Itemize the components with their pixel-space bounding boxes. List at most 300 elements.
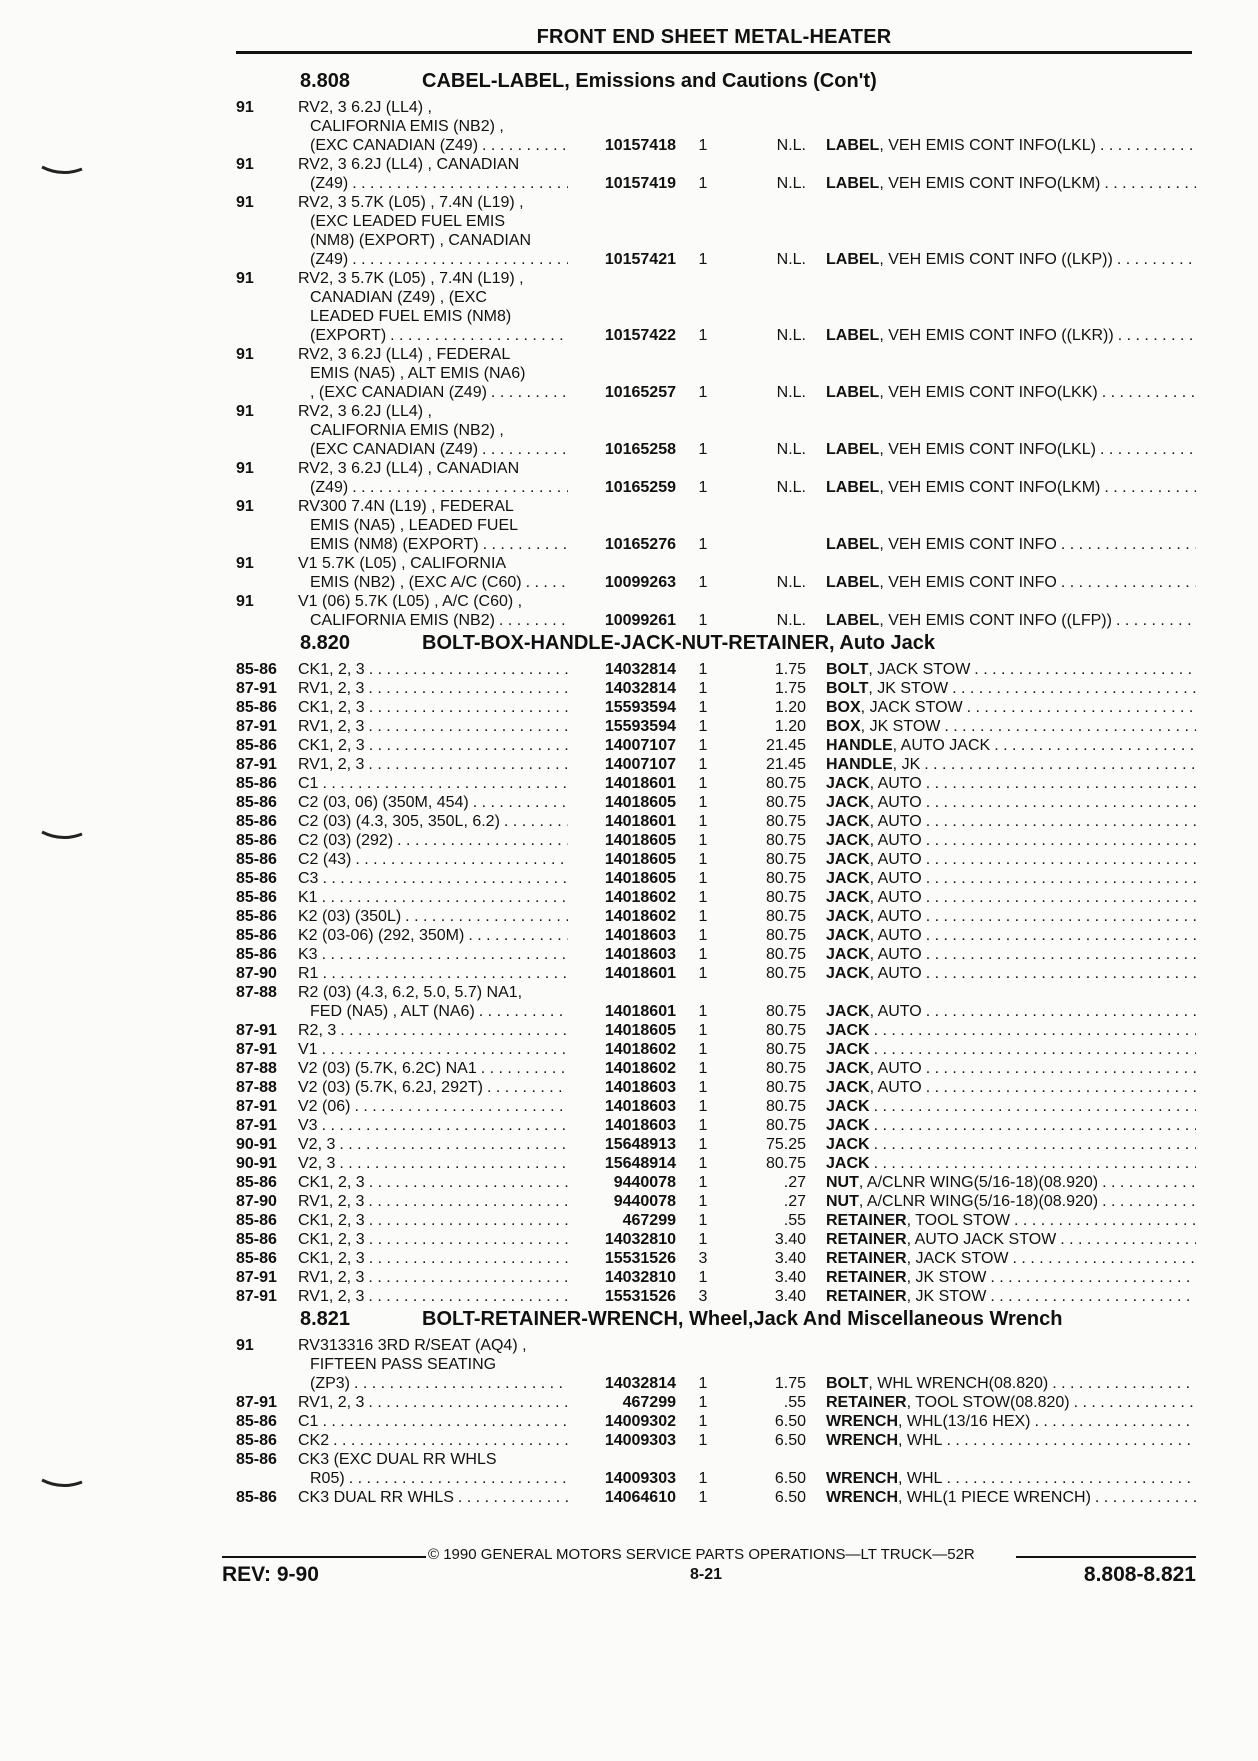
quantity: 1 xyxy=(698,1413,708,1430)
part-name-qualifier: , WHL xyxy=(898,1432,943,1449)
usage-line xyxy=(298,478,568,497)
usage-line: RV2, 3 6.2J (LL4) , CANADIAN xyxy=(298,156,520,173)
price: 80.75 xyxy=(765,775,806,792)
price: .55 xyxy=(783,1394,806,1411)
part-number: 14018603 xyxy=(604,1117,676,1134)
dot-leader xyxy=(318,869,568,888)
part-name-noun: JACK xyxy=(826,927,870,944)
quantity: 1 xyxy=(698,870,708,887)
part-name-noun: LABEL xyxy=(826,479,880,496)
quantity: 1 xyxy=(698,1117,708,1134)
quantity: 1 xyxy=(698,908,708,925)
binder-hole-mark xyxy=(40,165,84,175)
usage-text: (Z49) xyxy=(310,479,349,496)
part-name-noun: LABEL xyxy=(826,612,880,629)
catalog-row xyxy=(236,1230,1196,1249)
usage-line xyxy=(298,573,568,592)
part-name-qualifier: , JK STOW xyxy=(906,1269,987,1286)
model-year: 91 xyxy=(236,156,254,173)
usage-line xyxy=(298,888,568,907)
quantity: 1 xyxy=(698,718,708,735)
price: 3.40 xyxy=(774,1250,806,1267)
dot-leader xyxy=(495,611,568,630)
part-number: 14032810 xyxy=(604,1231,676,1248)
part-name-text xyxy=(826,1097,870,1116)
usage-line xyxy=(298,717,568,736)
part-name-noun: LABEL xyxy=(826,536,880,553)
part-name-text xyxy=(826,1469,942,1488)
catalog-row xyxy=(236,736,1196,755)
dot-leader xyxy=(364,755,568,774)
part-name-text xyxy=(826,907,922,926)
model-year: 85-86 xyxy=(236,1451,277,1468)
dot-leader xyxy=(1091,1488,1196,1507)
quantity: 1 xyxy=(698,699,708,716)
dot-leader xyxy=(364,1268,568,1287)
usage-text: (Z49) xyxy=(310,175,349,192)
dot-leader xyxy=(365,1211,568,1230)
usage-description xyxy=(298,850,568,869)
usage-description xyxy=(298,1154,568,1173)
part-name-qualifier: , JACK STOW xyxy=(868,661,971,678)
part-name-qualifier: , VEH EMIS CONT INFO xyxy=(879,536,1057,553)
part-name-noun: JACK xyxy=(826,832,870,849)
part-name-noun: BOX xyxy=(826,699,861,716)
catalog-row xyxy=(236,402,1196,459)
catalog-row xyxy=(236,1268,1196,1287)
usage-line xyxy=(298,1192,568,1211)
part-name-noun: JACK xyxy=(826,1003,870,1020)
price: 80.75 xyxy=(765,1117,806,1134)
part-name-text xyxy=(826,1040,870,1059)
usage-description xyxy=(298,155,568,193)
dot-leader xyxy=(1100,478,1196,497)
dot-leader xyxy=(1096,440,1196,459)
part-name-noun: LABEL xyxy=(826,441,880,458)
model-year: 85-86 xyxy=(236,1489,277,1506)
dot-leader xyxy=(477,1059,568,1078)
part-number: 14018602 xyxy=(604,1060,676,1077)
price: N.L. xyxy=(776,612,806,629)
quantity: 1 xyxy=(698,175,708,192)
usage-text: C2 (03, 06) (350M, 454) xyxy=(298,794,469,811)
part-name xyxy=(826,698,1196,717)
model-year: 85-86 xyxy=(236,908,277,925)
usage-line xyxy=(298,1078,568,1097)
usage-line xyxy=(298,1393,568,1412)
dot-leader xyxy=(1113,250,1196,269)
dot-leader xyxy=(318,888,568,907)
dot-leader xyxy=(870,1135,1196,1154)
usage-text: V1 xyxy=(298,1041,318,1058)
part-name-noun: BOX xyxy=(826,718,861,735)
model-year: 87-88 xyxy=(236,984,277,1001)
dot-leader xyxy=(922,1078,1196,1097)
part-name-qualifier: , WHL WRENCH(08.820) xyxy=(868,1375,1049,1392)
usage-description xyxy=(298,907,568,926)
model-year: 87-91 xyxy=(236,1394,277,1411)
part-name xyxy=(826,1412,1196,1431)
usage-description xyxy=(298,812,568,831)
part-name-qualifier: , JK xyxy=(892,756,921,773)
dot-leader xyxy=(1070,1393,1196,1412)
dot-leader xyxy=(393,831,568,850)
usage-text: (EXPORT) xyxy=(310,327,387,344)
usage-line: CANADIAN (Z49) , (EXC xyxy=(310,289,487,306)
part-number: 14018602 xyxy=(604,889,676,906)
usage-text: R05) xyxy=(310,1470,345,1487)
catalog-row xyxy=(236,1192,1196,1211)
catalog-row xyxy=(236,964,1196,983)
model-year: 85-86 xyxy=(236,832,277,849)
usage-line: RV2, 3 6.2J (LL4) , xyxy=(298,99,432,116)
part-name-noun: JACK xyxy=(826,946,870,963)
quantity: 1 xyxy=(698,1098,708,1115)
part-name-text xyxy=(826,573,1057,592)
dot-leader xyxy=(922,793,1196,812)
usage-text: RV1, 2, 3 xyxy=(298,756,365,773)
catalog-row xyxy=(236,888,1196,907)
part-number: 14018605 xyxy=(604,1022,676,1039)
price: N.L. xyxy=(776,479,806,496)
header-rule xyxy=(236,51,1192,54)
dot-leader xyxy=(986,1287,1196,1306)
usage-description xyxy=(298,345,568,402)
part-name xyxy=(826,888,1196,907)
catalog-row xyxy=(236,1097,1196,1116)
price: .55 xyxy=(783,1212,806,1229)
part-name-qualifier: , JACK STOW xyxy=(906,1250,1009,1267)
usage-text: RV1, 2, 3 xyxy=(298,718,365,735)
quantity: 1 xyxy=(698,946,708,963)
usage-description xyxy=(298,945,568,964)
usage-description xyxy=(298,1249,568,1268)
usage-description xyxy=(298,1021,568,1040)
price: 80.75 xyxy=(765,832,806,849)
part-number: 15593594 xyxy=(604,699,676,716)
part-name xyxy=(826,611,1196,630)
part-number: 14007107 xyxy=(604,737,676,754)
dot-leader xyxy=(870,1154,1196,1173)
dot-leader xyxy=(922,812,1196,831)
quantity: 3 xyxy=(698,1288,708,1305)
part-number: 10165257 xyxy=(604,384,676,401)
catalog-row xyxy=(236,907,1196,926)
part-name-text xyxy=(826,1249,1009,1268)
model-year: 85-86 xyxy=(236,1413,277,1430)
usage-text: FED (NA5) , ALT (NA6) xyxy=(310,1003,475,1020)
quantity: 1 xyxy=(698,737,708,754)
catalog-row xyxy=(236,717,1196,736)
part-number: 14018605 xyxy=(604,794,676,811)
usage-description xyxy=(298,717,568,736)
part-number: 14018602 xyxy=(604,1041,676,1058)
part-name-noun: HANDLE xyxy=(826,737,893,754)
usage-line: CALIFORNIA EMIS (NB2) , xyxy=(310,422,504,439)
part-name-noun: LABEL xyxy=(826,175,880,192)
dot-leader xyxy=(351,850,568,869)
catalog-row xyxy=(236,98,1196,155)
usage-description xyxy=(298,1268,568,1287)
usage-line xyxy=(298,1287,568,1306)
dot-leader xyxy=(870,1116,1196,1135)
usage-text: K1 xyxy=(298,889,318,906)
dot-leader xyxy=(1057,535,1196,554)
usage-description xyxy=(298,679,568,698)
part-name xyxy=(826,1154,1196,1173)
usage-text: V2, 3 xyxy=(298,1155,336,1172)
model-year: 87-90 xyxy=(236,1193,277,1210)
model-year: 85-86 xyxy=(236,1432,277,1449)
part-name-text xyxy=(826,964,922,983)
model-year: 91 xyxy=(236,270,254,287)
model-year: 87-91 xyxy=(236,1022,277,1039)
usage-line xyxy=(298,326,568,345)
price: 1.75 xyxy=(774,1375,806,1392)
dot-leader xyxy=(1112,611,1196,630)
dot-leader xyxy=(922,926,1196,945)
usage-description xyxy=(298,964,568,983)
catalog-row xyxy=(236,850,1196,869)
part-name-qualifier: , VEH EMIS CONT INFO ((LKP)) xyxy=(879,251,1113,268)
dot-leader xyxy=(1010,1211,1196,1230)
dot-leader xyxy=(1098,383,1196,402)
part-number: 10099261 xyxy=(604,612,676,629)
dot-leader xyxy=(942,1469,1196,1488)
catalog-row xyxy=(236,1488,1196,1507)
usage-text: C1 xyxy=(298,1413,319,1430)
usage-text: R2, 3 xyxy=(298,1022,337,1039)
quantity: 1 xyxy=(698,384,708,401)
quantity: 1 xyxy=(698,536,708,553)
usage-text: K2 (03) (350L) xyxy=(298,908,402,925)
usage-text: V3 xyxy=(298,1117,318,1134)
part-name-text xyxy=(826,136,1096,155)
quantity: 3 xyxy=(698,1250,708,1267)
usage-description xyxy=(298,459,568,497)
model-year: 85-86 xyxy=(236,870,277,887)
quantity: 1 xyxy=(698,137,708,154)
quantity: 1 xyxy=(698,1060,708,1077)
part-name-noun: JACK xyxy=(826,908,870,925)
section-heading xyxy=(236,68,1196,98)
dot-leader xyxy=(922,869,1196,888)
part-name-text xyxy=(826,1021,870,1040)
catalog-row xyxy=(236,774,1196,793)
part-name-noun: JACK xyxy=(826,1098,870,1115)
part-name xyxy=(826,869,1196,888)
part-number: 10157422 xyxy=(604,327,676,344)
part-name-text xyxy=(826,774,922,793)
part-name-text xyxy=(826,1374,1048,1393)
part-name-text xyxy=(826,174,1100,193)
catalog-row xyxy=(236,869,1196,888)
catalog-row xyxy=(236,945,1196,964)
part-name xyxy=(826,136,1196,155)
part-name xyxy=(826,440,1196,459)
part-number: 14064610 xyxy=(604,1489,676,1506)
part-name-qualifier: , TOOL STOW xyxy=(906,1212,1011,1229)
quantity: 1 xyxy=(698,479,708,496)
part-number: 14032814 xyxy=(604,661,676,678)
part-name xyxy=(826,1249,1196,1268)
usage-line xyxy=(298,1059,568,1078)
price: N.L. xyxy=(776,175,806,192)
part-name xyxy=(826,1078,1196,1097)
usage-line: RV2, 3 6.2J (LL4) , FEDERAL xyxy=(298,346,511,363)
quantity: 1 xyxy=(698,1041,708,1058)
part-name-text xyxy=(826,869,922,888)
part-name-noun: NUT xyxy=(826,1174,859,1191)
quantity: 1 xyxy=(698,1231,708,1248)
usage-line xyxy=(298,1412,568,1431)
usage-description xyxy=(298,736,568,755)
model-year: 85-86 xyxy=(236,927,277,944)
part-name-text xyxy=(826,1173,1098,1192)
catalog-row xyxy=(236,1021,1196,1040)
part-number: 10157421 xyxy=(604,251,676,268)
usage-line: EMIS (NA5) , LEADED FUEL xyxy=(310,517,519,534)
catalog-row xyxy=(236,1249,1196,1268)
model-year: 87-90 xyxy=(236,965,277,982)
part-name-text xyxy=(826,1192,1098,1211)
price: 80.75 xyxy=(765,813,806,830)
usage-line xyxy=(298,136,568,155)
price: 80.75 xyxy=(765,1155,806,1172)
usage-text: C2 (03) (4.3, 305, 350L, 6.2) xyxy=(298,813,500,830)
footer-rule-left xyxy=(222,1556,426,1558)
price: 21.45 xyxy=(765,756,806,773)
usage-line: V1 5.7K (L05) , CALIFORNIA xyxy=(298,555,507,572)
usage-description xyxy=(298,1173,568,1192)
usage-line xyxy=(298,736,568,755)
usage-line xyxy=(298,1002,568,1021)
usage-line xyxy=(298,755,568,774)
usage-text: (EXC CANADIAN (Z49) xyxy=(310,441,479,458)
part-name-qualifier: , JK STOW xyxy=(906,1288,987,1305)
part-name-noun: JACK xyxy=(826,1117,870,1134)
dot-leader xyxy=(475,1002,568,1021)
part-number: 10099263 xyxy=(604,574,676,591)
usage-text: RV1, 2, 3 xyxy=(298,1193,365,1210)
usage-line xyxy=(298,926,568,945)
part-name xyxy=(826,250,1196,269)
usage-line xyxy=(298,611,568,630)
part-name-qualifier: , VEH EMIS CONT INFO(LKL) xyxy=(879,441,1096,458)
usage-line xyxy=(298,1488,568,1507)
part-name-noun: BOLT xyxy=(826,680,869,697)
usage-description xyxy=(298,1450,568,1488)
part-name-noun: WRENCH xyxy=(826,1432,898,1449)
quantity: 1 xyxy=(698,1269,708,1286)
part-name-text xyxy=(826,1268,986,1287)
usage-text: C1 xyxy=(298,775,319,792)
quantity: 1 xyxy=(698,889,708,906)
model-year: 91 xyxy=(236,498,254,515)
part-name xyxy=(826,383,1196,402)
part-name-text xyxy=(826,1431,942,1450)
model-year: 90-91 xyxy=(236,1155,277,1172)
part-name-noun: LABEL xyxy=(826,327,880,344)
part-name xyxy=(826,1116,1196,1135)
usage-line: RV313316 3RD R/SEAT (AQ4) , xyxy=(298,1337,527,1354)
usage-description xyxy=(298,755,568,774)
usage-line: RV2, 3 5.7K (L05) , 7.4N (L19) , xyxy=(298,194,524,211)
usage-line xyxy=(298,907,568,926)
footer-rule-right xyxy=(1016,1556,1196,1558)
usage-text: CK1, 2, 3 xyxy=(298,699,365,716)
model-year: 85-86 xyxy=(236,699,277,716)
dot-leader xyxy=(1098,1173,1196,1192)
part-name-text xyxy=(826,383,1098,402)
part-name-qualifier: , AUTO xyxy=(869,927,922,944)
part-number: 14018602 xyxy=(604,908,676,925)
catalog-row xyxy=(236,1173,1196,1192)
dot-leader xyxy=(454,1488,568,1507)
catalog-row xyxy=(236,679,1196,698)
price: 6.50 xyxy=(774,1489,806,1506)
part-name-noun: JACK xyxy=(826,1041,870,1058)
part-number: 15531526 xyxy=(604,1250,676,1267)
part-name-noun: JACK xyxy=(826,870,870,887)
part-name-qualifier: , VEH EMIS CONT INFO(LKL) xyxy=(879,137,1096,154)
part-number: 467299 xyxy=(622,1394,676,1411)
part-name-noun: LABEL xyxy=(826,251,880,268)
part-name-qualifier: , AUTO xyxy=(869,870,922,887)
usage-text: C2 (43) xyxy=(298,851,352,868)
usage-text: V2, 3 xyxy=(298,1136,336,1153)
part-number: 14018603 xyxy=(604,1079,676,1096)
usage-description xyxy=(298,1097,568,1116)
catalog-row xyxy=(236,1040,1196,1059)
catalog-row xyxy=(236,812,1196,831)
catalog-row xyxy=(236,1450,1196,1488)
part-number: 14032814 xyxy=(604,1375,676,1392)
part-name-text xyxy=(826,831,922,850)
dot-leader xyxy=(318,964,568,983)
dot-leader xyxy=(870,1021,1196,1040)
section-number: 8.808 xyxy=(300,70,351,92)
dot-leader xyxy=(365,1173,568,1192)
dot-leader xyxy=(386,326,568,345)
part-number: 15648914 xyxy=(604,1155,676,1172)
usage-line xyxy=(298,1116,568,1135)
dot-leader xyxy=(500,812,568,831)
usage-line xyxy=(298,1154,568,1173)
dot-leader xyxy=(365,736,568,755)
catalog-row xyxy=(236,793,1196,812)
usage-line xyxy=(298,440,568,459)
dot-leader xyxy=(1056,1230,1196,1249)
part-name xyxy=(826,1173,1196,1192)
quantity: 1 xyxy=(698,927,708,944)
dot-leader xyxy=(922,945,1196,964)
part-number: 14007107 xyxy=(604,756,676,773)
model-year: 85-86 xyxy=(236,794,277,811)
usage-line xyxy=(298,1431,568,1450)
model-year: 85-86 xyxy=(236,1250,277,1267)
dot-leader xyxy=(986,1268,1196,1287)
part-name-qualifier: , AUTO JACK STOW xyxy=(906,1231,1057,1248)
part-number: 14032810 xyxy=(604,1269,676,1286)
catalog-row xyxy=(236,831,1196,850)
part-number: 10165258 xyxy=(604,441,676,458)
part-name-noun: JACK xyxy=(826,889,870,906)
part-name-noun: WRENCH xyxy=(826,1489,898,1506)
quantity: 1 xyxy=(698,1489,708,1506)
model-year: 87-91 xyxy=(236,1041,277,1058)
part-name xyxy=(826,1287,1196,1306)
